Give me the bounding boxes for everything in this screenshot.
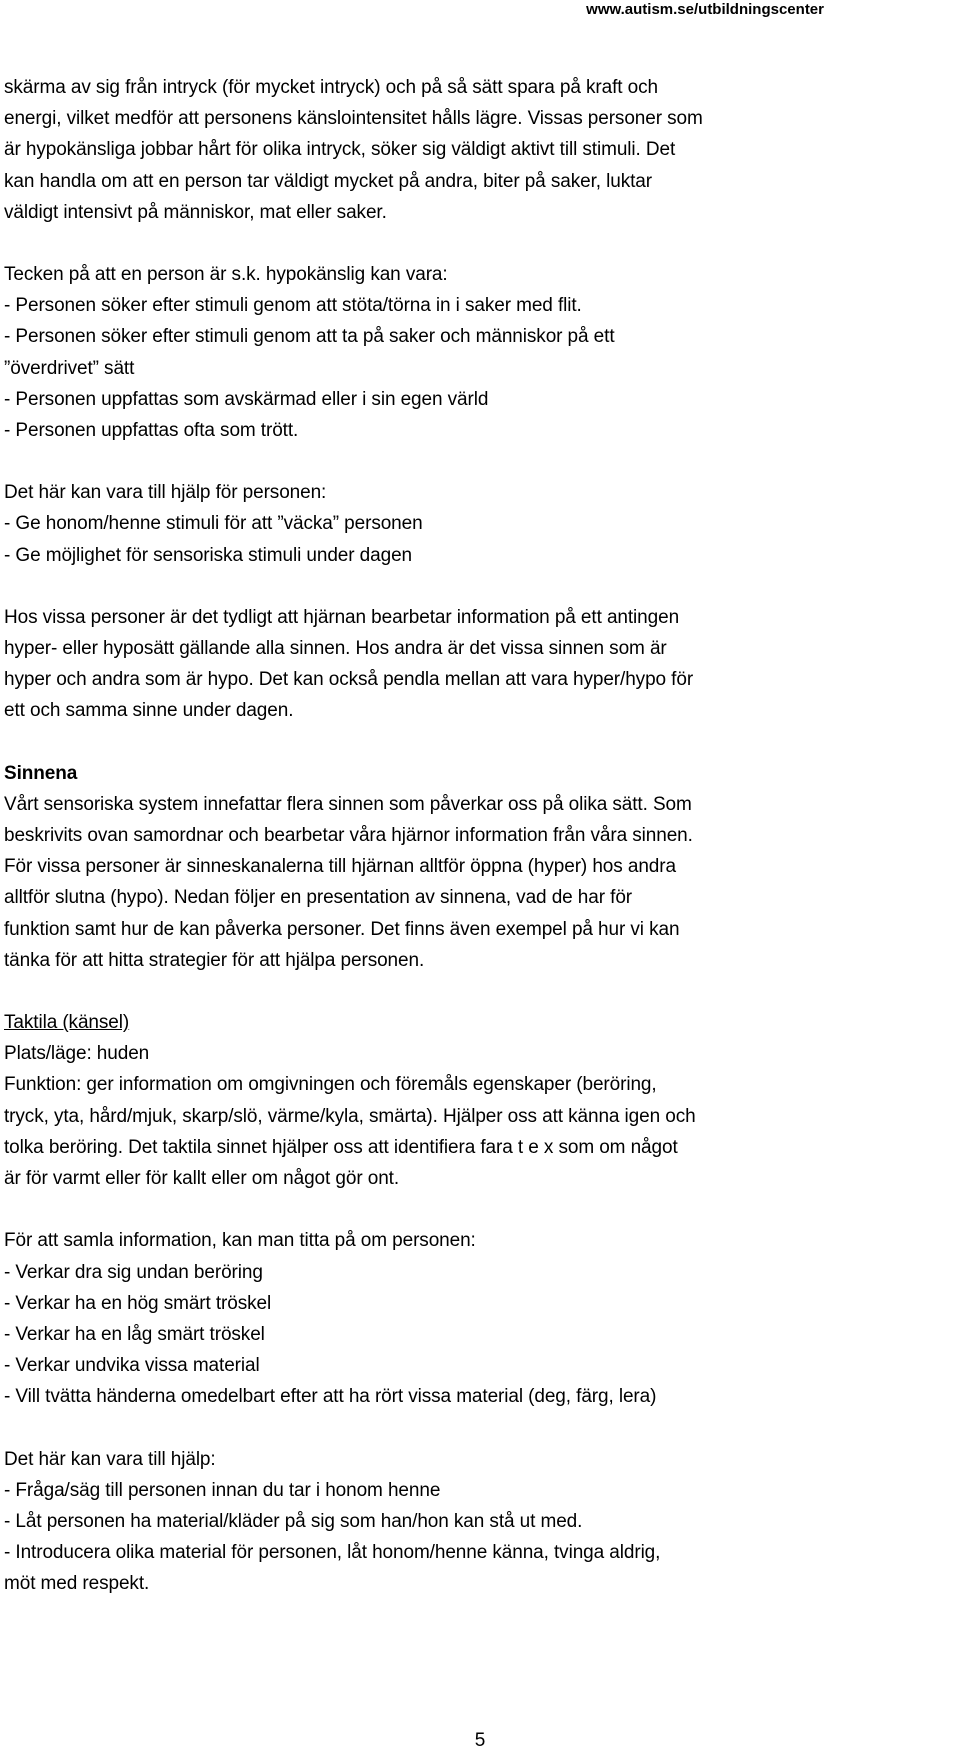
- senses-heading: Sinnena: [4, 762, 78, 784]
- list-item: - Verkar dra sig undan beröring: [4, 1261, 263, 1283]
- list-item: - Verkar undvika vissa material: [4, 1355, 260, 1377]
- text-line: Vårt sensoriska system innefattar flera sinnen som påverkar oss på olika sätt. Som: [4, 793, 692, 815]
- gather-intro: För att samla information, kan man titta på om personen:: [4, 1230, 476, 1252]
- text-line: tolka beröring. Det taktila sinnet hjälper oss att identifiera fara t e x som om något: [4, 1136, 678, 1158]
- list-item: - Personen söker efter stimuli genom att stöta/törna in i saker med flit.: [4, 295, 582, 317]
- gather-section: [4, 1225, 956, 1412]
- tactile-help-intro: Det här kan vara till hjälp:: [4, 1448, 216, 1470]
- list-item: - Vill tvätta händerna omedelbart efter att ha rört vissa material (deg, färg, lera): [4, 1386, 657, 1408]
- text-line: väldigt intensivt på människor, mat eller saker.: [4, 201, 387, 223]
- text-line: funktion samt hur de kan påverka personer. Det finns även exempel på hur vi kan: [4, 918, 680, 940]
- text-line: ett och samma sinne under dagen.: [4, 700, 294, 722]
- mixed-paragraph: [4, 602, 956, 727]
- text-line: Hos vissa personer är det tydligt att hjärnan bearbetar information på ett antingen: [4, 606, 680, 628]
- help-section: [4, 477, 956, 571]
- help-intro: Det här kan vara till hjälp för personen:: [4, 482, 327, 504]
- list-item: ”överdrivet” sätt: [4, 357, 135, 379]
- senses-section: [4, 758, 956, 976]
- text-line: hyper- eller hyposätt gällande alla sinnen. Hos andra är det vissa sinnen som är: [4, 638, 667, 660]
- text-line: tryck, yta, hård/mjuk, skarp/slö, värme/kyla, smärta). Hjälper oss att känna igen och: [4, 1105, 696, 1127]
- list-item: - Ge möjlighet för sensoriska stimuli under dagen: [4, 544, 413, 566]
- list-item: - Ge honom/henne stimuli för att ”väcka” personen: [4, 513, 423, 535]
- list-item: - Verkar ha en hög smärt tröskel: [4, 1292, 272, 1314]
- list-item: - Låt personen ha material/kläder på sig som han/hon kan stå ut med.: [4, 1510, 583, 1532]
- text-line: kan handla om att en person tar väldigt mycket på andra, biter på saker, luktar: [4, 170, 652, 192]
- text-line: För vissa personer är sinneskanalerna till hjärnan alltför öppna (hyper) hos andra: [4, 856, 676, 878]
- list-item: - Personen söker efter stimuli genom att ta på saker och människor på ett: [4, 326, 615, 348]
- tactile-section: [4, 1007, 956, 1194]
- list-item: - Fråga/säg till personen innan du tar i honom henne: [4, 1479, 441, 1501]
- text-line: tänka för att hitta strategier för att hjälpa personen.: [4, 949, 425, 971]
- text-line: är för varmt eller för kallt eller om något gör ont.: [4, 1168, 400, 1190]
- list-item: - Introducera olika material för personen, låt honom/henne känna, tvinga aldrig,: [4, 1542, 661, 1564]
- document-body: [4, 72, 956, 1600]
- list-item: möt med respekt.: [4, 1573, 150, 1595]
- text-line: skärma av sig från intryck (för mycket intryck) och på så sätt spara på kraft och: [4, 77, 658, 98]
- list-item: - Personen uppfattas ofta som trött.: [4, 420, 299, 442]
- text-line: alltför slutna (hypo). Nedan följer en presentation av sinnena, vad de har för: [4, 887, 633, 909]
- tactile-help-section: [4, 1444, 956, 1600]
- signs-section: [4, 259, 956, 446]
- signs-intro: Tecken på att en person är s.k. hypokänslig kan vara:: [4, 264, 448, 286]
- text-line: är hypokänsliga jobbar hårt för olika intryck, söker sig väldigt aktivt till stimuli. Det: [4, 139, 676, 161]
- list-item: - Personen uppfattas som avskärmad eller i sin egen värld: [4, 388, 489, 410]
- text-line: energi, vilket medför att personens känslointensitet hålls lägre. Vissas personer som: [4, 108, 703, 130]
- list-item: - Verkar ha en låg smärt tröskel: [4, 1323, 265, 1345]
- intro-paragraph: [4, 72, 956, 228]
- tactile-location: Plats/läge: huden: [4, 1043, 150, 1065]
- text-line: beskrivits ovan samordnar och bearbetar våra hjärnor information från våra sinnen.: [4, 825, 693, 847]
- header-url: www.autism.se/utbildningscenter: [586, 1, 824, 18]
- text-line: hyper och andra som är hypo. Det kan också pendla mellan att vara hyper/hypo för: [4, 669, 694, 691]
- tactile-heading: Taktila (känsel): [4, 1012, 130, 1034]
- page-number: 5: [474, 1730, 486, 1751]
- text-line: Funktion: ger information om omgivningen och föremåls egenskaper (beröring,: [4, 1074, 657, 1096]
